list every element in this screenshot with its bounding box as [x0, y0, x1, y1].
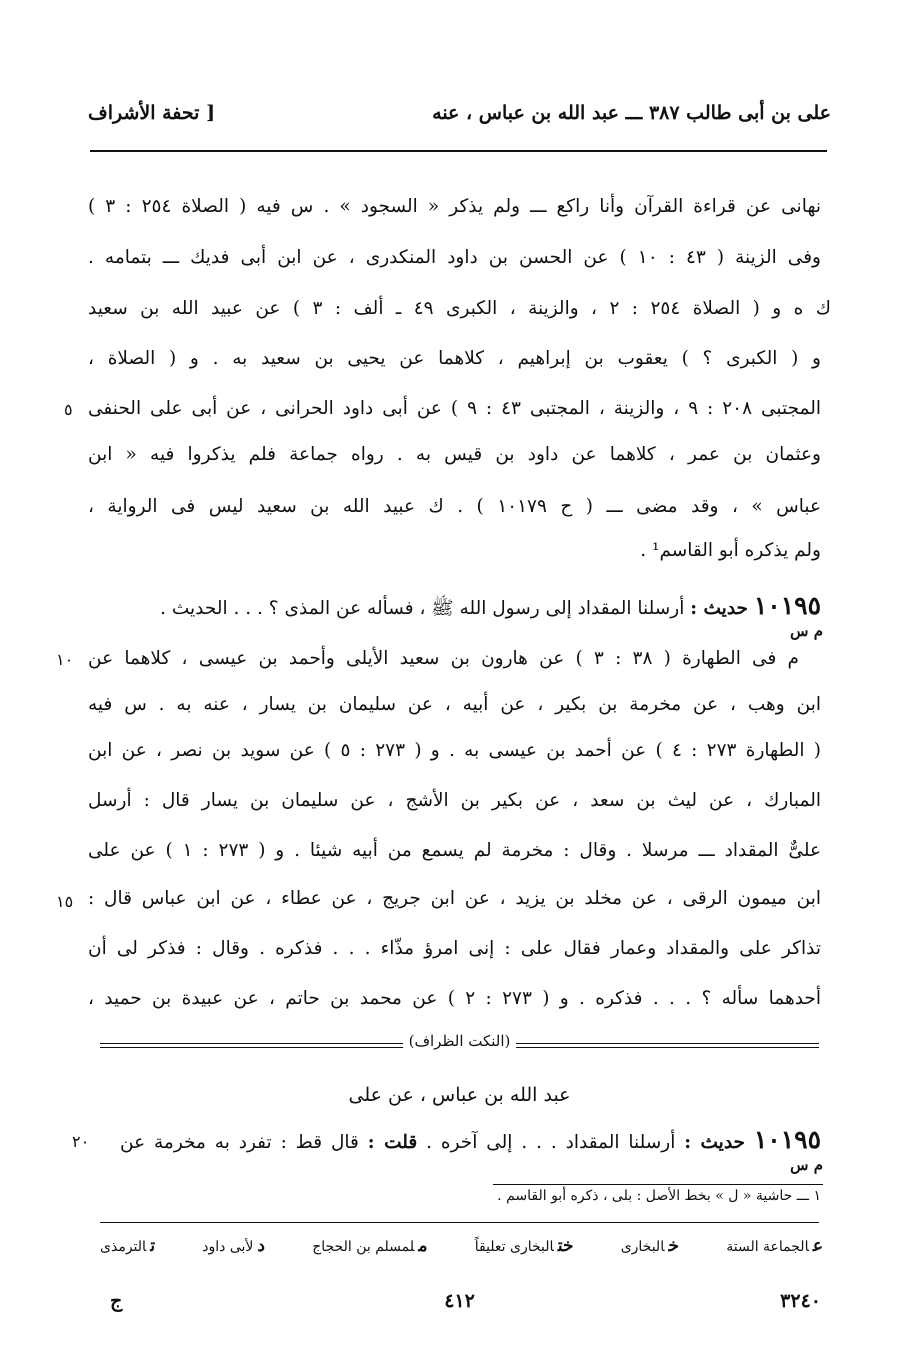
running-head-right: على بن أبى طالب ٣٨٧ ـــ عبد الله بن عباس ، عنه	[432, 102, 831, 124]
abbreviation: تالترمذى	[100, 1236, 156, 1256]
body-line: عباس » ، وقد مضى ـــ ( ح ١٠١٧٩ ) . ك عبيد الله بن سعيد ليس فى الرواية ،	[88, 496, 821, 517]
hadith-text: أرسلنا المقداد إلى رسول الله ﷺ ، فسأله عن المذى ؟ . . . الحديث .	[160, 598, 685, 619]
abbreviation: ملمسلم بن الحجاج	[312, 1236, 428, 1256]
abbreviation-legend	[100, 1236, 823, 1256]
body-line: و ( الكبرى ؟ ) يعقوب بن إبراهيم ، كلاهما عن يحيى بن سعيد به . و ( الصلاة ،	[88, 348, 821, 369]
hadith-note: قال قط : تفرد به مخرمة عن	[120, 1132, 359, 1153]
signature-mark: ج	[110, 1290, 123, 1312]
legend-rule	[100, 1222, 819, 1223]
body-line: وعثمان بن عمر ، كلاهما عن داود بن قيس به . رواه جماعة فلم يذكروا فيه « ابن	[88, 444, 821, 465]
running-head-left: [ تحفة الأشراف	[88, 102, 216, 124]
line-number: ١٥	[56, 892, 74, 911]
body-line: أحدهما سأله ؟ . . . فذكره . و ( ٢٧٣ : ٢ ) عن محمد بن حاتم ، عن عبيدة بن حميد ،	[88, 988, 821, 1009]
line-number: ٥	[64, 400, 73, 419]
body-line: المبارك ، عن ليث بن سعد ، عن بكير بن الأشج ، عن سليمان بن يسار قال : أرسل	[88, 790, 821, 811]
abbreviation: خالبخارى	[620, 1236, 679, 1256]
siglum: م س	[790, 1156, 823, 1174]
body-line: وفى الزينة ( ٤٣ : ١٠ ) عن الحسن بن داود المنكدرى ، عن ابن أبى فديك ـــ بتمامه .	[88, 247, 821, 268]
ornament-divider	[100, 1032, 819, 1054]
line-number: ١٠	[56, 650, 74, 669]
body-line: ولم يذكره أبو القاسم¹ .	[640, 540, 821, 561]
body-line: ابن ميمون الرقى ، عن مخلد بن يزيد ، عن ابن جريج ، عن عطاء ، عن ابن عباس قال :	[88, 888, 821, 909]
hadith-number: ١٠١٩٥	[753, 1125, 822, 1154]
line-number: ٢٠	[72, 1132, 90, 1151]
siglum: م س	[790, 622, 823, 640]
body-line: نهانى عن قراءة القرآن وأنا راكع ـــ ولم يذكر « السجود » . س فيه ( الصلاة ٢٥٤ : ٣ )	[88, 196, 822, 217]
hadith-heading	[120, 1124, 821, 1159]
section-title: عبد الله بن عباس ، عن على	[348, 1084, 571, 1106]
body-line: ك ه و ( الصلاة ٢٥٤ : ٢ ، والزينة ، الكبرى ٤٩ ـ ألف : ٣ ) عن عبيد الله بن سعيد	[88, 298, 832, 319]
body-line: ابن وهب ، عن مخرمة بن بكير ، عن أبيه ، عن سليمان بن يسار ، عنه به . س فيه	[88, 694, 821, 715]
qultu-marker: قلت :	[367, 1132, 418, 1153]
body-line: م فى الطهارة ( ٣٨ : ٣ ) عن هارون بن سعيد الأيلى وأحمد بن عيسى ، كلاهما عن	[88, 648, 799, 669]
hadith-text: أرسلنا المقداد . . . إلى آخره .	[426, 1132, 676, 1153]
abbreviation: ختالبخارى تعليقاً	[474, 1236, 574, 1256]
ornament-rule-right	[488, 1043, 819, 1048]
volume-number: ٣٢٤٠	[780, 1290, 821, 1312]
body-line: المجتبى ٢٠٨ : ٩ ، والزينة ، المجتبى ٤٣ : ٩ ) عن أبى داود الحرانى ، عن أبى على الحنفى	[88, 398, 821, 419]
hadith-heading	[88, 590, 821, 625]
footnote: ١ ـــ حاشية « ل » بخط الأصل : بلى ، ذكره أبو القاسم .	[497, 1188, 821, 1204]
page-footer	[98, 1290, 821, 1320]
abbreviation: دلأبى داود	[202, 1236, 265, 1256]
body-line: تذاكر على والمقداد وعمار فقال على : إنى امرؤ مذّاء . . . فذكره . وقال : فذكر لى أن	[88, 938, 821, 959]
body-line: ( الطهارة ٢٧٣ : ٤ ) عن أحمد بن عيسى به . و ( ٢٧٣ : ٥ ) عن سويد بن نصر ، عن ابن	[88, 740, 821, 761]
abbreviation: عالجماعة الستة	[726, 1236, 823, 1256]
running-head	[88, 102, 831, 142]
body-line: علىٌّ المقداد ـــ مرسلا . وقال : مخرمة لم يسمع من أبيه شيئا . و ( ٢٧٣ : ١ ) عن على	[88, 840, 821, 861]
page-number: ٤١٢	[444, 1290, 475, 1312]
header-rule	[90, 150, 827, 152]
hadith-keyword: حديث :	[684, 1132, 745, 1153]
hadith-number: ١٠١٩٥	[753, 591, 821, 620]
ornament-label: (النكت الظراف)	[403, 1032, 517, 1050]
ornament-rule-left	[100, 1043, 431, 1048]
hadith-keyword: حديث :	[690, 598, 748, 619]
footnote-rule	[493, 1184, 823, 1185]
